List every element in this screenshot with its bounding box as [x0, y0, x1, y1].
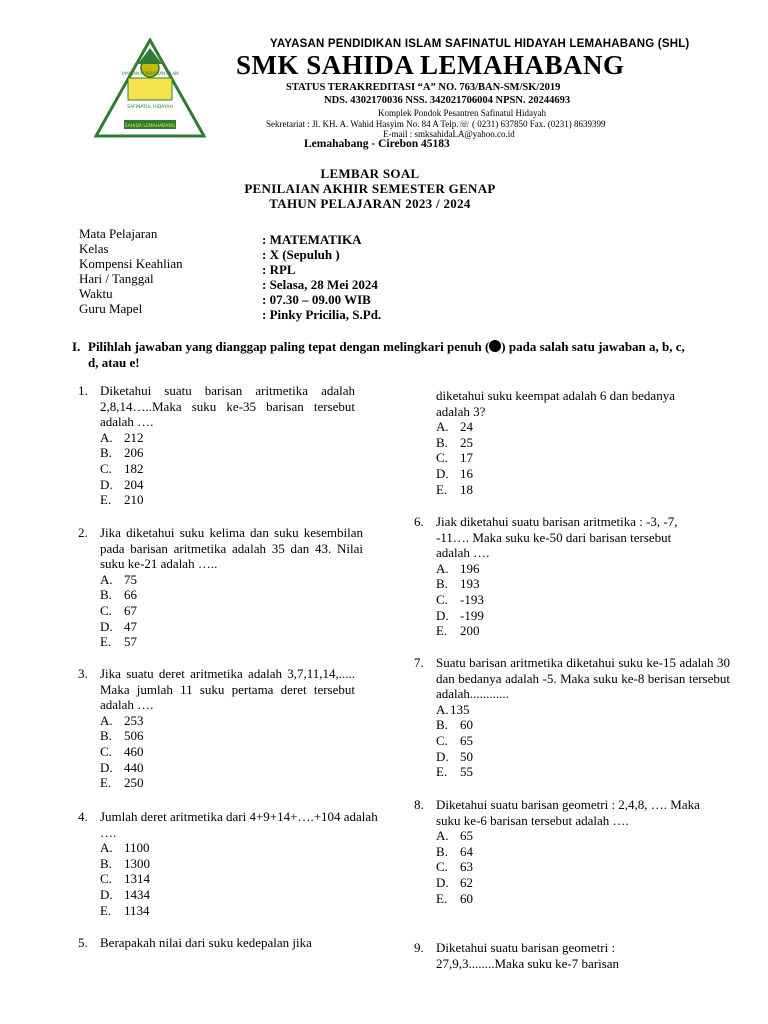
question-2: 2. Jika diketahui suku kelima dan suku kesembilan pada barisan aritmetika adalah 35 dan 43. Nilai suku ke-21 adalah ….. A. 75 B. 66 C. 67 D. 47 E. 57 [78, 525, 363, 650]
info-value-date: : Selasa, 28 Mei 2024 [262, 277, 378, 292]
option-b[interactable]: B. 64 [436, 843, 473, 859]
question-1: 1. Diketahui suatu barisan aritmetika adalah 2,8,14…..Maka suku ke-35 barisan tersebut adalah …. A. 212 B. 206 C. 182 D. 204 E. 210 [78, 383, 355, 508]
section-number: I. [72, 339, 81, 354]
option-list [436, 419, 684, 497]
secretariat-address: Sekretariat : Jl. KH. A. Wahid Hasyim No. 84 A Telp.☏ ( 0231) 637850 Fax. (0231) 8639399 [266, 119, 606, 129]
option-e[interactable]: E. 1134 [100, 902, 150, 918]
option-a[interactable]: A. 1100 [100, 840, 150, 856]
instruction-text-after: ) pada salah satu jawaban a, b, c, d, atau e! [88, 339, 685, 370]
title-year: TAHUN PELAJARAN 2023 / 2024 [269, 196, 471, 211]
svg-text:SAHIDA LEMAHABANG: SAHIDA LEMAHABANG [124, 124, 176, 129]
question-text: Jika diketahui suku kelima dan suku kesembilan pada barisan aritmetika adalah 35 dan 43. Nilai suku ke-21 adalah ….. [100, 525, 363, 572]
question-text: Diketahui suatu barisan geometri : 2,4,8, …. Maka suku ke-6 barisan tersebut adalah …. [436, 797, 700, 828]
option-a[interactable]: A. 75 [100, 571, 137, 587]
svg-text:SAFINATUL HIDAYAH: SAFINATUL HIDAYAH [127, 105, 173, 110]
question-text: Diketahui suatu barisan geometri : 27,9,3........Maka suku ke-7 barisan [436, 940, 620, 971]
option-list [100, 430, 355, 508]
info-value-competency: : RPL [262, 262, 296, 277]
question-text: Jika suatu deret aritmetika adalah 3,7,11,14,..... Maka jumlah 11 suku pertama deret tersebut adalah …. [100, 666, 355, 713]
complex-address: Komplek Pondok Pesantren Safinatul Hidayah [378, 108, 546, 118]
option-d[interactable]: D. 1434 [100, 886, 150, 902]
info-label-time: Waktu [79, 286, 113, 301]
option-a[interactable]: A. 65 [436, 828, 473, 844]
svg-text:YAYASAN PENDIDIKAN ISLAM: YAYASAN PENDIDIKAN ISLAM [121, 71, 179, 76]
question-5: 5. Berapakah nilai dari suku kedepalan jika [78, 935, 378, 951]
option-c[interactable]: C. 63 [436, 859, 473, 875]
option-b[interactable]: B. 193 [436, 576, 480, 592]
option-e[interactable]: E. 250 [100, 775, 144, 791]
option-list [436, 561, 700, 639]
option-d[interactable]: D. -199 [436, 607, 484, 623]
info-label-class: Kelas [79, 241, 109, 256]
option-e[interactable]: E. 60 [436, 890, 473, 906]
option-d[interactable]: D. 47 [100, 618, 137, 634]
option-c[interactable]: C. 182 [100, 460, 144, 476]
title-sheet: LEMBAR SOAL [320, 166, 420, 181]
question-text: Suatu barisan aritmetika diketahui suku ke-15 adalah 30 dan bedanya adalah -5. Maka suku ke-8 berisan tersebut adalah............ [436, 655, 730, 702]
question-3: 3. Jika suatu deret aritmetika adalah 3,7,11,14,..... Maka jumlah 11 suku pertama deret tersebut adalah …. A. 253 B. 506 C. 460 D. 440 E. 250 [78, 666, 355, 791]
option-list [100, 572, 363, 650]
question-text: diketahui suku keempat adalah 6 dan bedanya adalah 3? [436, 388, 675, 419]
option-b[interactable]: B. 66 [100, 587, 137, 603]
question-8: 8. Diketahui suatu barisan geometri : 2,4,8, …. Maka suku ke-6 barisan tersebut adalah …. A. 65 B. 64 C. 63 D. 62 E. 60 [414, 797, 704, 906]
option-d[interactable]: D. 62 [436, 874, 473, 890]
question-text: Diketahui suatu barisan aritmetika adalah 2,8,14…..Maka suku ke-35 barisan tersebut adalah …. [100, 383, 355, 430]
info-label-subject: Mata Pelajaran [79, 226, 158, 241]
title-exam: PENILAIAN AKHIR SEMESTER GENAP [244, 181, 496, 196]
question-text: Berapakah nilai dari suku kedepalan jika [100, 935, 312, 950]
option-e[interactable]: E. 200 [436, 623, 480, 639]
option-list [100, 713, 355, 791]
option-b[interactable]: B. 206 [100, 445, 144, 461]
option-a[interactable]: A. 24 [436, 419, 473, 435]
option-b[interactable]: B. 60 [436, 717, 473, 733]
info-value-time: : 07.30 – 09.00 WIB [262, 292, 371, 307]
option-e[interactable]: E. 55 [436, 764, 473, 780]
question-6: 6. Jiak diketahui suatu barisan aritmetika : -3, -7, -11…. Maka suku ke-50 dari barisan tersebut adalah …. A. 196 B. 193 C. -193 D. -199 E. 200 [414, 514, 700, 639]
option-b[interactable]: B. 1300 [100, 855, 150, 871]
school-ids: NDS. 4302170036 NSS. 342021706004 NPSN. 20244693 [324, 95, 571, 106]
option-d[interactable]: D. 16 [436, 465, 473, 481]
option-e[interactable]: E. 18 [436, 481, 473, 497]
info-value-subject: : MATEMATIKA [262, 232, 362, 247]
option-a[interactable]: A.135 [436, 701, 470, 717]
instruction [72, 339, 692, 371]
option-c[interactable]: C. 1314 [100, 871, 150, 887]
question-text: Jumlah deret aritmetika dari 4+9+14+….+104 adalah …. [100, 809, 378, 840]
filled-circle-icon [489, 340, 501, 352]
option-d[interactable]: D. 50 [436, 748, 473, 764]
option-a[interactable]: A. 196 [436, 560, 480, 576]
question-7: 7. Suatu barisan aritmetika diketahui suku ke-15 adalah 30 dan bedanya adalah -5. Maka suku ke-8 berisan tersebut adalah............ A.135 B. 60 C. 65 D. 50 E. 55 [414, 655, 730, 780]
option-c[interactable]: C. 460 [100, 743, 144, 759]
option-d[interactable]: D. 440 [100, 759, 144, 775]
school-logo [94, 38, 206, 140]
info-label-date: Hari / Tanggal [79, 271, 154, 286]
option-b[interactable]: B. 25 [436, 434, 473, 450]
option-a[interactable]: A. 253 [100, 712, 144, 728]
option-e[interactable]: E. 57 [100, 634, 137, 650]
email-address: E-mail : smksahidaLA@yahoo.co.id [383, 129, 515, 139]
accreditation-status: STATUS TERAKREDITASI “A” NO. 763/BAN-SM/SK/2019 [286, 82, 561, 93]
school-name: SMK SAHIDA LEMAHABANG [236, 50, 625, 80]
option-list [436, 702, 730, 780]
option-b[interactable]: B. 506 [100, 728, 144, 744]
city-postcode: Lemahabang - Cirebon 45183 [304, 138, 450, 150]
foundation-name: YAYASAN PENDIDIKAN ISLAM SAFINATUL HIDAYAH LEMAHABANG (SHL) [270, 38, 690, 50]
option-d[interactable]: D. 204 [100, 476, 144, 492]
question-4: 4. Jumlah deret aritmetika dari 4+9+14+….+104 adalah …. A. 1100 B. 1300 C. 1314 D. 1434 E. 1134 [78, 809, 381, 918]
option-list [100, 840, 381, 918]
info-value-teacher: : Pinky Pricilia, S.Pd. [262, 307, 382, 322]
question-9: 9. Diketahui suatu barisan geometri : 27,9,3........Maka suku ke-7 barisan [414, 940, 684, 971]
option-c[interactable]: C. 17 [436, 450, 473, 466]
option-a[interactable]: A. 212 [100, 429, 144, 445]
option-e[interactable]: E. 210 [100, 492, 144, 508]
question-text: Jiak diketahui suatu barisan aritmetika : -3, -7, -11…. Maka suku ke-50 dari barisan tersebut adalah …. [436, 514, 678, 561]
option-c[interactable]: C. 67 [100, 602, 137, 618]
instruction-text-before: Pilihlah jawaban yang dianggap paling tepat dengan melingkari penuh ( [88, 339, 490, 354]
question-5-continued [414, 388, 684, 497]
option-list [436, 828, 704, 906]
info-value-class: : X (Sepuluh ) [262, 247, 340, 262]
option-c[interactable]: C. 65 [436, 732, 473, 748]
option-c[interactable]: C. -193 [436, 591, 484, 607]
info-label-competency: Kompensi Keahlian [79, 256, 183, 271]
info-label-teacher: Guru Mapel [79, 301, 143, 316]
